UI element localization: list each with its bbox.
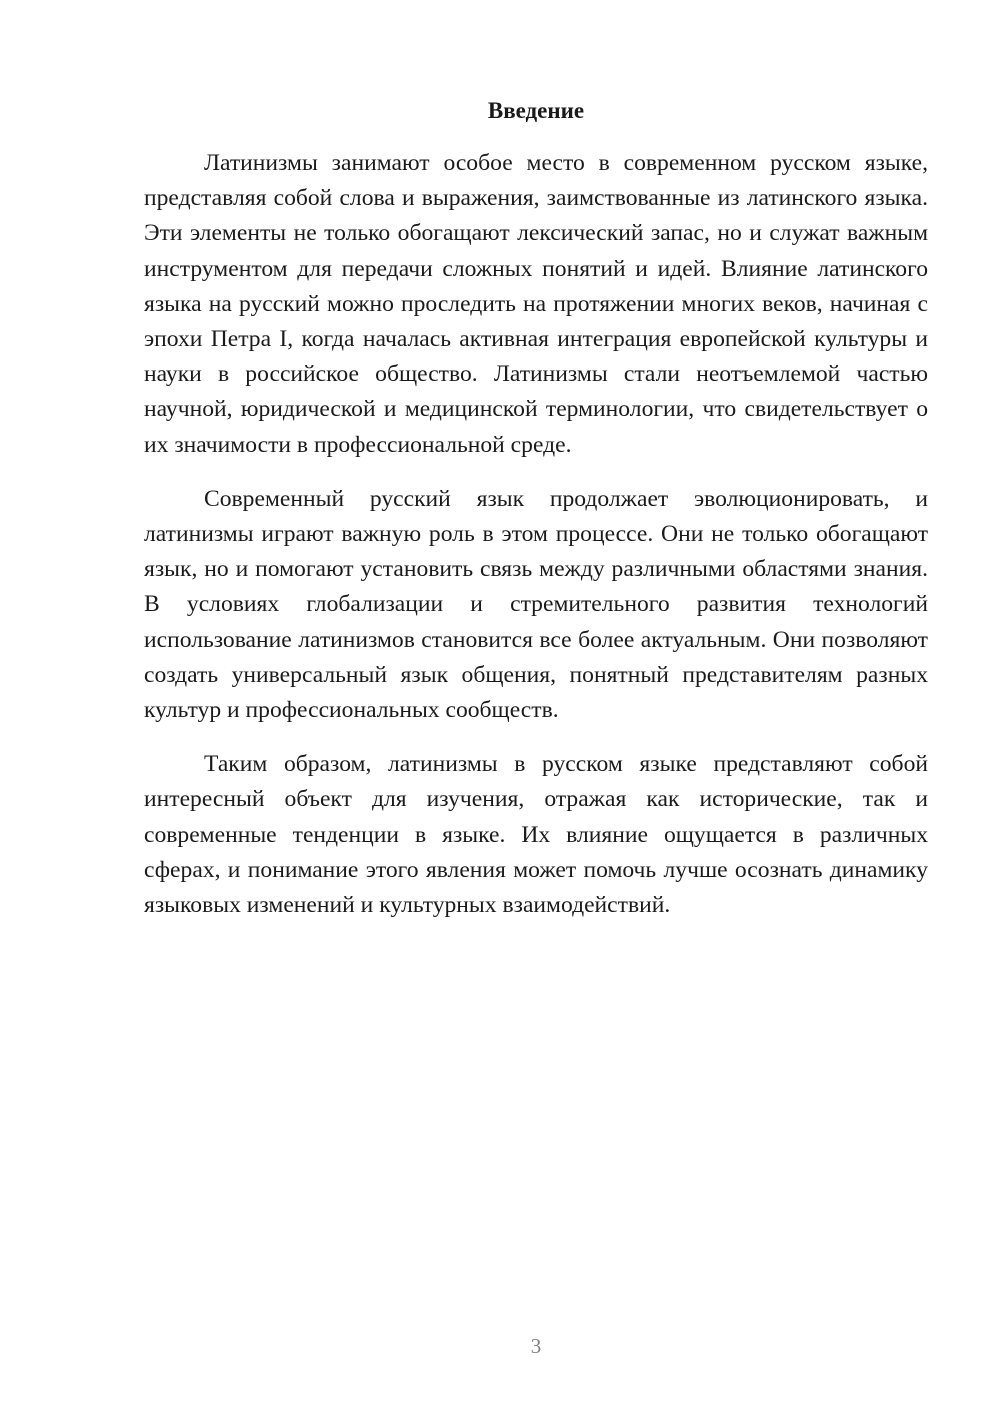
section-heading: Введение [487,98,585,123]
page-number: 3 [530,1334,542,1358]
paragraph-2: Современный русский язык продолжает эволюционировать, и латинизмы играют важную роль в этом процессе. Они не только обогащают язык, но и помогают установить связь между различными областями знания. В условиях глобализации и стремительного развития технологий использование латинизмов становится все более актуальным. Они позволяют создать универсальный язык общения, понятный представителям разных культур и профессиональных сообществ. [144,485,928,724]
paragraph-3: Таким образом, латинизмы в русском языке представляют собой интересный объект для изучения, отражая как исторические, так и современные тенденции в языке. Их влияние ощущается в различных сферах, и понимание этого явления может помочь лучше осознать динамику языковых изменений и культурных взаимодействий. [144,751,928,919]
paragraph-1: Латинизмы занимают особое место в современном русском языке, представляя собой слова и выражения, заимствованные из латинского языка. Эти элементы не только обогащают лексический запас, но и служат важным инструментом для передачи сложных понятий и идей. Влияние латинского языка на русский можно проследить на протяжении многих веков, начиная с эпохи Петра I, когда началась активная интеграция европейской культуры и науки в российское общество. Латинизмы стали неотъемлемой частью научной, юридической и медицинской терминологии, что свидетельствует о их значимости в профессиональной среде. [144,150,928,458]
body-text [144,146,928,942]
